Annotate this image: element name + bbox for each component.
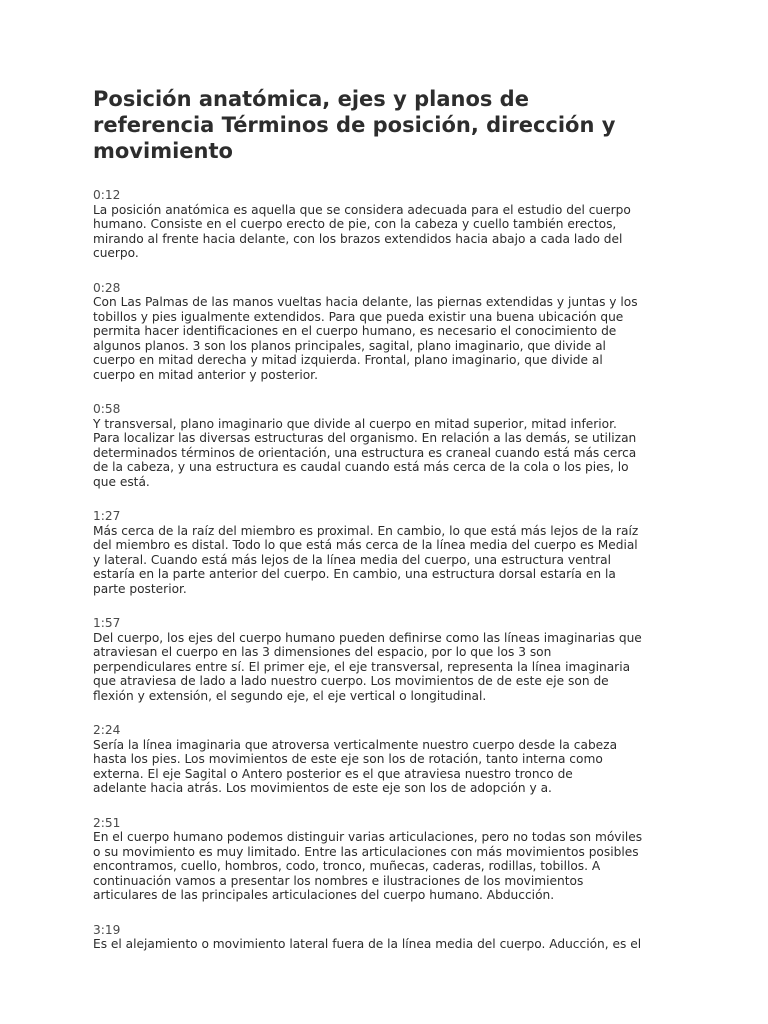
segment-text [93,830,683,903]
segment-timestamp: 0:12 [93,188,121,202]
text-line: y lateral. Cuando está más lejos de la línea media del cuerpo, una estructura ventral [93,552,611,567]
document-page [93,86,683,952]
text-line: Del cuerpo, los ejes del cuerpo humano pueden definirse como las líneas imaginarias que [93,630,642,645]
transcript-segments [93,188,683,952]
text-line: que está. [93,474,150,489]
text-line: La posición anatómica es aquella que se considera adecuada para el estudio del cuerpo [93,202,631,217]
text-line: permita hacer identificaciones en el cuerpo humano, es necesario el conocimiento de [93,324,617,338]
text-line: externa. El eje Sagital o Antero posterior es el que atraviesa nuestro tronco de [93,766,573,781]
text-line: Y transversal, plano imaginario que divide al cuerpo en mitad superior, mitad inferior. [93,416,617,431]
segment-text [93,738,683,796]
text-line: encontramos, cuello, hombros, codo, tronco, muñecas, caderas, rodillas, tobillos. A [93,859,601,873]
text-line: estaría en la parte anterior del cuerpo. En cambio, una estructura dorsal estaría en la [93,567,616,581]
text-line: perpendiculares entre sí. El primer eje, el eje transversal, representa la línea imaginaria [93,659,631,674]
text-line: algunos planos. 3 son los planos principales, sagital, plano imaginario, que divide al [93,338,606,353]
text-line: tobillos y pies igualmente extendidos. Para que pueda existir una buena ubicación que [93,309,624,324]
text-line: Para localizar las diversas estructuras del organismo. En relación a las demás, se utilizan [93,431,637,445]
text-line: flexión y extensión, el segundo eje, el eje vertical o longitudinal. [93,688,487,703]
title-line: movimiento [93,139,233,163]
transcript-segment [93,188,683,261]
segment-timestamp: 0:28 [93,280,121,295]
segment-text [93,937,683,952]
text-line: cuerpo. [93,246,139,260]
document-title [93,86,683,164]
text-line: adelante hacia atrás. Los movimientos de este eje son los de adopción y a. [93,781,552,795]
transcript-segment [93,616,683,703]
transcript-segment [93,723,683,796]
text-line: En el cuerpo humano podemos distinguir varias articulaciones, pero no todas son móviles [93,830,643,844]
text-line: o su movimiento es muy limitado. Entre las articulaciones con más movimientos posibles [93,844,639,859]
transcript-segment [93,281,683,383]
segment-text [93,524,683,597]
text-line: continuación vamos a presentar los nombres e ilustraciones de los movimientos [93,873,584,888]
text-line: de la cabeza, y una estructura es caudal cuando está más cerca de la cola o los pies, lo [93,460,629,474]
segment-timestamp: 1:57 [93,616,121,630]
transcript-segment [93,509,683,596]
segment-timestamp: 2:51 [93,815,121,830]
segment-text [93,417,683,490]
text-line: cuerpo en mitad derecha y mitad izquierda. Frontal, plano imaginario, que divide al [93,353,603,367]
text-line: articulares de las principales articulaciones del cuerpo humano. Abducción. [93,888,555,902]
segment-timestamp: 2:24 [93,723,121,737]
text-line: Con Las Palmas de las manos vueltas hacia delante, las piernas extendidas y juntas y los [93,295,638,309]
text-line: determinados términos de orientación, una estructura es craneal cuando está más cerca [93,445,637,460]
text-line: atraviesan el cuerpo en las 3 dimensiones del espacio, por lo que los 3 son [93,645,552,659]
text-line: humano. Consiste en el cuerpo erecto de pie, con la cabeza y cuello también erectos, [93,217,617,231]
transcript-segment [93,816,683,903]
text-line: mirando al frente hacia delante, con los brazos extendidos hacia abajo a cada lado del [93,231,623,246]
text-line: del miembro es distal. Todo lo que está más cerca de la línea media del cuerpo es Medial [93,538,638,552]
text-line: que atraviesa de lado a lado nuestro cuerpo. Los movimientos de de este eje son de [93,674,609,688]
segment-text [93,295,683,382]
text-line: Sería la línea imaginaria que atroversa verticalmente nuestro cuerpo desde la cabeza [93,737,618,752]
segment-text [93,631,683,704]
text-line: hasta los pies. Los movimientos de este eje son los de rotación, tanto interna como [93,752,603,766]
segment-timestamp: 1:27 [93,509,121,523]
segment-timestamp: 0:58 [93,402,121,416]
title-line: referencia Términos de posición, dirección y [93,113,616,137]
transcript-segment [93,923,683,952]
text-line: cuerpo en mitad anterior y posterior. [93,367,318,382]
segment-timestamp: 3:19 [93,922,121,937]
text-line: Es el alejamiento o movimiento lateral fuera de la línea media del cuerpo. Aducción, es el [93,937,642,951]
text-line: parte posterior. [93,581,187,596]
transcript-segment [93,402,683,489]
text-line: Más cerca de la raíz del miembro es proximal. En cambio, lo que está más lejos de la raíz [93,523,639,538]
title-line: Posición anatómica, ejes y planos de [93,87,529,111]
segment-text [93,203,683,261]
